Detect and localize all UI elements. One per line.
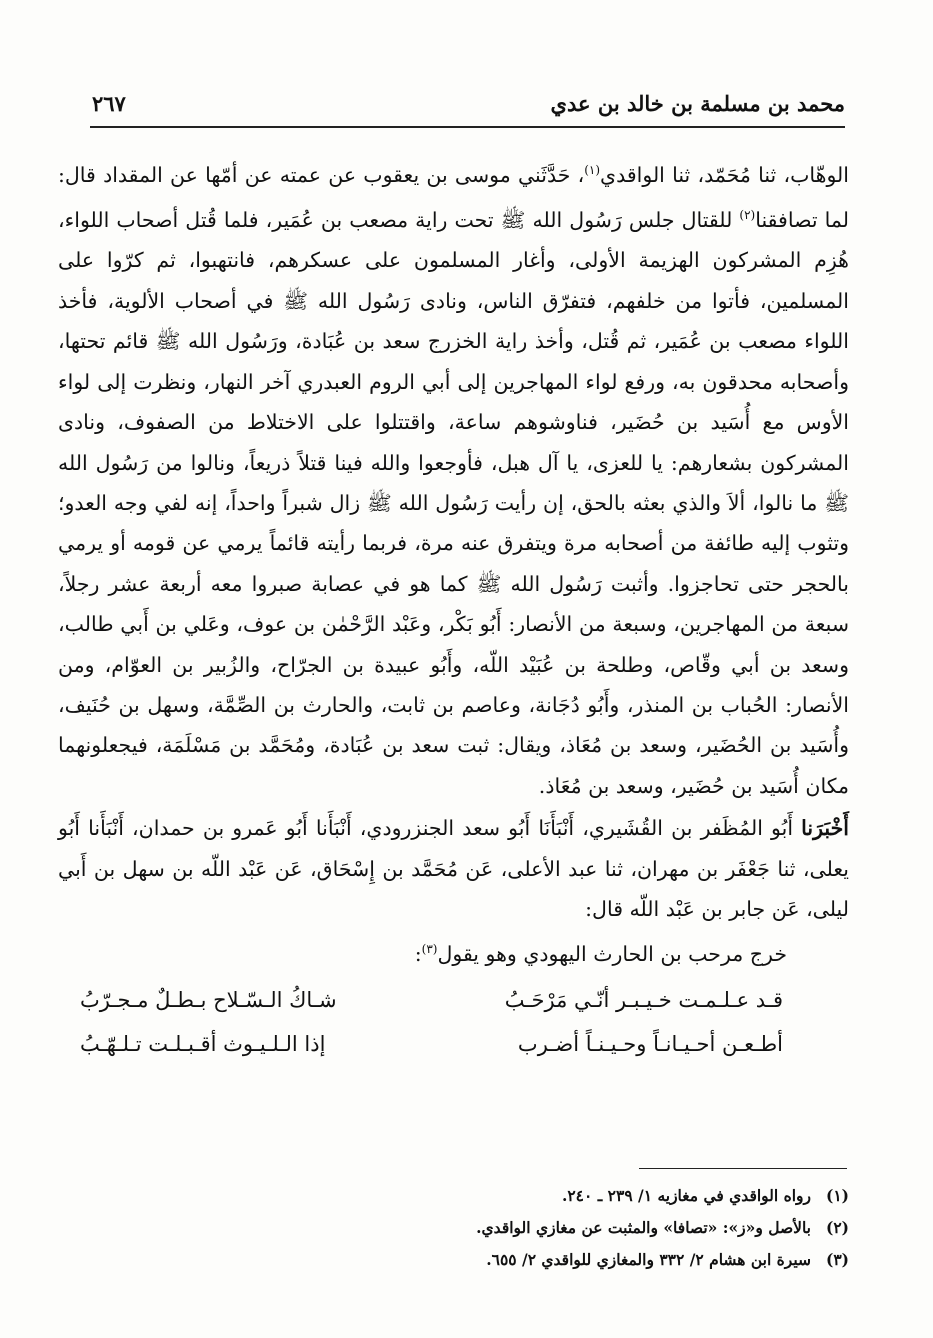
footnote-text: سيرة ابن هشام ٢/ ٣٣٢ والمغازي للواقدي ٢/ ٦٥٥. bbox=[486, 1250, 811, 1269]
footnote bbox=[80, 1244, 849, 1276]
footnote-number: (٢) bbox=[825, 1218, 849, 1237]
text-segment: أَبُو المُظَفر بن القُشَيري، أَنْبَأَنَا أَبُو سعد الجنزرودي، أَنْبَأَنا أَبُو عَمرو بن حمدان، أَنْبَأَنا أَبُو يعلى، ثنا جَعْفَر بن مهران، ثنا عبد الأعلى، عَن مُحَمَّد بن إِسْحَاق، عَن عَبْد اللّه بن سهل بن أَبي ليلى، عَن جابر بن عَبْد اللّه قال: bbox=[58, 816, 849, 921]
text-segment: ، حَدَّثَني موسى بن يعقوب عن عمته عن أمّها عن المقداد قال: لما تصافقنا bbox=[58, 162, 849, 233]
poem-intro bbox=[58, 929, 849, 974]
footnote bbox=[80, 1212, 849, 1244]
footnote-number: (٣) bbox=[825, 1250, 849, 1269]
page-number: ٢٦٧ bbox=[92, 91, 126, 116]
footnote-number: (١) bbox=[825, 1186, 849, 1205]
text-segment: خرج مرحب بن الحارث اليهودي وهو يقول bbox=[437, 942, 787, 967]
text-segment: للقتال جلس رَسُول الله ﷺ تحت راية مصعب بن عُمَير، فلما قُتل أصحاب اللواء، هُزِم المشركون الهزيمة الأولى، وأغار المسلمون على عسكرهم، فانتهبوا، ثم كرّوا على المسلمين، فأتوا من خلفهم، فتفرّق الناس، ونادى رَسُول الله ﷺ في أصحاب الألوية، فأخذ اللواء مصعب بن عُمَير، ثم قُتل، وأخذ راية الخزرج سعد بن عُبَادة، ورَسُول الله ﷺ قائم تحتها، وأصحابه محدقون به، ورفع لواء المهاجرين إلى أبي الروم العبدري آخر النهار، ونظرت إلى لواء الأوس مع أُسَيد بن حُضَير، فناوشوهم ساعة، واقتتلوا على الاختلاط من الصفوف، ونادى المشركون بشعارهم: يا للعزى، يا آل هبل، فأوجعوا والله فينا قتلاً ذريعاً، ونالوا من رَسُول الله ﷺ ما نالوا، ألاَ والذي بعثه بالحق، إن رأيت رَسُول الله ﷺ زال شبراً واحداً، إنه لفي وجه العدو؛ وتثوب إليه طائفة من أصحابه مرة ويتفرق عنه مرة، فربما رأيته قائماً يرمي عن قومه أو يرمي بالحجر حتى تحاجزوا. وأثبت رَسُول الله ﷺ كما هو في عصابة صبروا معه أربعة عشر رجلاً، سبعة من المهاجرين، وسبعة من الأنصار: أَبُو بَكْر، وعَبْد الرَّحْمٰن بن عوف، وعَلي بن أَبي طالب، وسعد بن أبي وقّاص، وطلحة بن عُبَيْد اللّه، وأَبُو عبيدة بن الجرّاح، والزُبير بن العوّام، ومن الأنصار: الحُباب بن المنذر، وأَبُو دُجَانة، وعاصم بن ثابت، والحارث بن الصِّمَّة، وسهل بن حُنَيف، وأُسَيد بن الحُضَير، وسعد بن مُعَاذ، ويقال: ثبت سعد بن عُبَادة، ومُحَمَّد بن مَسْلَمَة، فيجعلونهما مكان أُسَيد بن حُضَير، وسعد بن مُعَاذ. bbox=[58, 208, 849, 798]
verse-second-hemistich: إذا الـلـيـوث أقـبـلـت تـلـهّـبُ bbox=[80, 1031, 326, 1056]
lead-word: أَخْبَرَنا bbox=[801, 816, 849, 841]
footnote-text: رواه الواقدي في مغازيه ١/ ٢٣٩ ـ ٢٤٠. bbox=[561, 1186, 811, 1205]
text-segment: الوهّاب، ثنا مُحَمّد، ثنا الواقدي bbox=[600, 162, 849, 187]
running-header bbox=[92, 86, 845, 116]
footnote bbox=[80, 1180, 849, 1212]
text-segment: : bbox=[414, 942, 422, 967]
footnote-ref[interactable]: (٣) bbox=[421, 942, 438, 957]
paragraph-isnad bbox=[58, 808, 849, 929]
paragraph-narration bbox=[58, 150, 849, 806]
main-text bbox=[58, 150, 849, 1063]
verse-first-hemistich: قـد عـلـمـت خـيـبـر أنّـي مَرْحَـبُ bbox=[504, 987, 783, 1012]
footnote-ref[interactable]: (١) bbox=[584, 163, 601, 177]
footnote-rule bbox=[639, 1168, 847, 1169]
verse-first-hemistich: أطـعـن أحـيـانـاً وحـيـنـاً أضـرب bbox=[517, 1031, 783, 1056]
header-rule bbox=[90, 126, 845, 128]
verse-line bbox=[58, 1025, 849, 1063]
footnotes bbox=[80, 1180, 849, 1276]
verse-second-hemistich: شـاكُ الـسّـلاح بـطـلٌ مـجـرّبُ bbox=[80, 987, 337, 1012]
verse-line bbox=[58, 981, 849, 1019]
footnote-text: بالأصل و«ز»: «تصافا» والمثبت عن مغازي الواقدي. bbox=[476, 1218, 811, 1237]
chapter-title: محمد بن مسلمة بن خالد بن عدي bbox=[550, 91, 845, 116]
footnote-ref[interactable]: (٢) bbox=[739, 208, 756, 223]
